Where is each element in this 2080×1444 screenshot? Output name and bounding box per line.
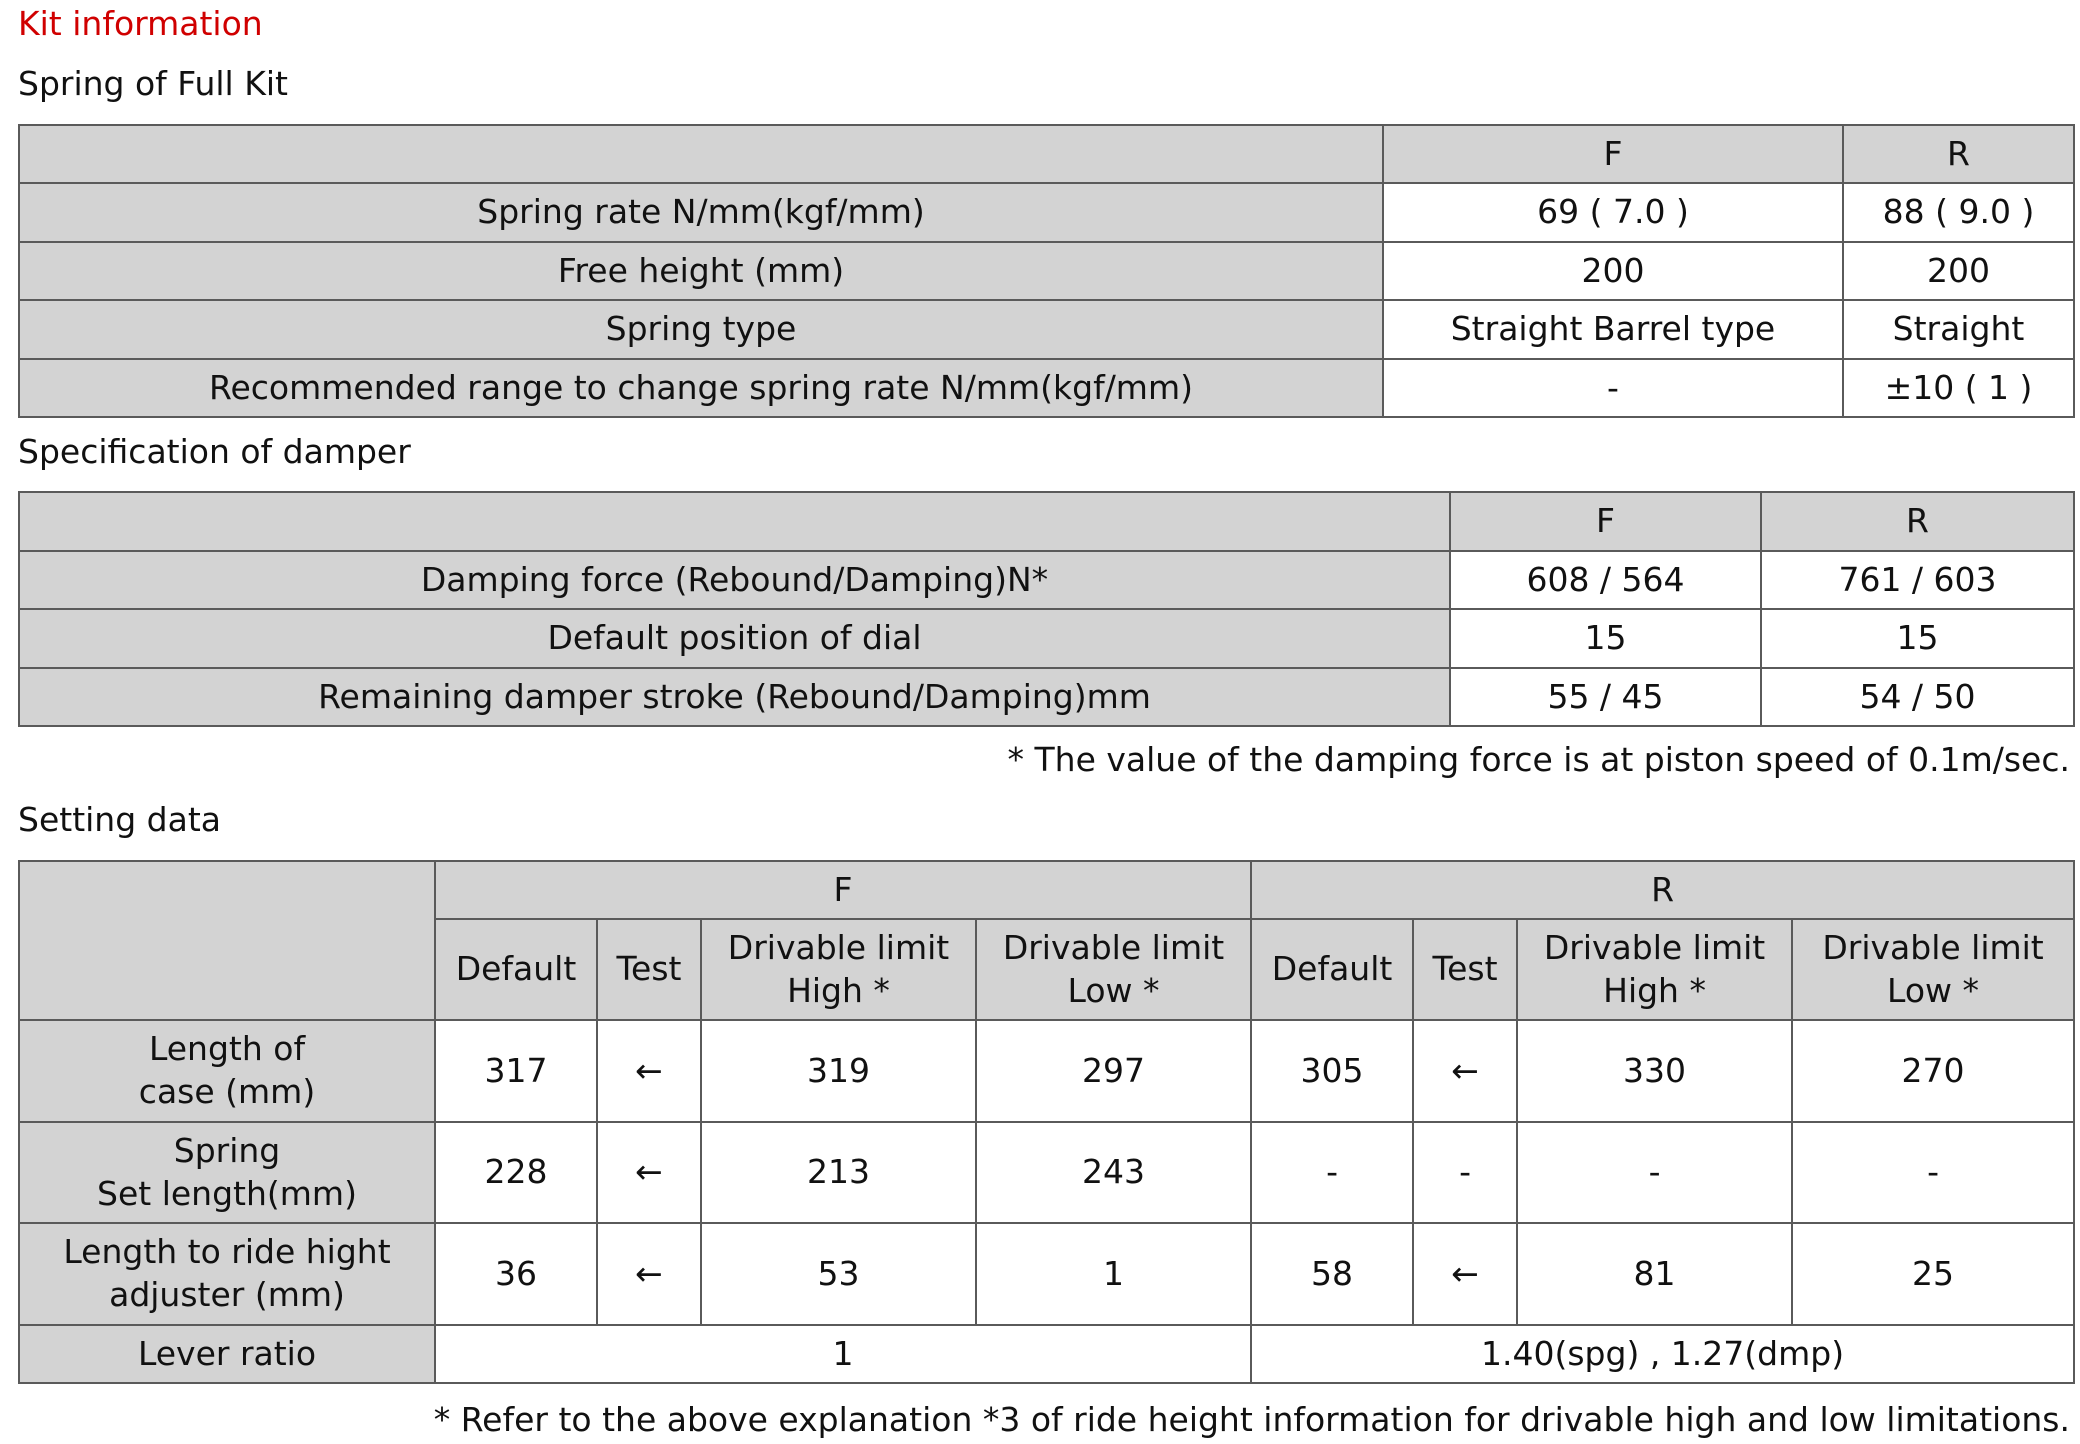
value-cell: 243 xyxy=(976,1122,1251,1223)
value-cell: 58 xyxy=(1251,1223,1413,1325)
row-label: Default position of dial xyxy=(19,609,1450,668)
value-cell: - xyxy=(1413,1122,1517,1223)
lever-ratio-row xyxy=(19,1325,2074,1383)
value-r: 200 xyxy=(1843,242,2074,300)
subheader-limit-low: Drivable limit Low * xyxy=(976,919,1251,1020)
setting-section-title: Setting data xyxy=(18,800,221,839)
value-cell: ← xyxy=(1413,1020,1517,1122)
value-r: 15 xyxy=(1761,609,2074,668)
setting-group-f: F xyxy=(435,861,1251,919)
value-f: 15 xyxy=(1450,609,1761,668)
value-cell: ← xyxy=(597,1223,701,1325)
table-row xyxy=(19,359,2074,417)
setting-table xyxy=(18,860,2075,1384)
spring-header-f: F xyxy=(1383,125,1843,183)
value-cell: - xyxy=(1251,1122,1413,1223)
row-label: Remaining damper stroke (Rebound/Damping)mm xyxy=(19,668,1450,726)
damper-header-r: R xyxy=(1761,492,2074,551)
value-f: 55 / 45 xyxy=(1450,668,1761,726)
kit-information-title: Kit information xyxy=(18,4,263,43)
table-row xyxy=(19,242,2074,300)
damper-header-f: F xyxy=(1450,492,1761,551)
damper-section-title: Specification of damper xyxy=(18,432,411,471)
value-f: Straight Barrel type xyxy=(1383,300,1843,359)
value-cell: 25 xyxy=(1792,1223,2074,1325)
setting-footnote: * Refer to the above explanation *3 of ride height information for drivable high and low limitations. xyxy=(433,1400,2070,1439)
lever-ratio-label: Lever ratio xyxy=(19,1325,435,1383)
damper-header-row xyxy=(19,492,2074,551)
subheader-default: Default xyxy=(435,919,597,1020)
subheader-default: Default xyxy=(1251,919,1413,1020)
value-cell: 228 xyxy=(435,1122,597,1223)
subheader-test: Test xyxy=(1413,919,1517,1020)
damper-header-empty xyxy=(19,492,1450,551)
row-label: Free height (mm) xyxy=(19,242,1383,300)
table-row xyxy=(19,609,2074,668)
value-cell: 305 xyxy=(1251,1020,1413,1122)
subheader-limit-high: Drivable limit High * xyxy=(701,919,976,1020)
value-r: 761 / 603 xyxy=(1761,551,2074,609)
value-f: 69 ( 7.0 ) xyxy=(1383,183,1843,242)
value-cell: 270 xyxy=(1792,1020,2074,1122)
spring-header-row xyxy=(19,125,2074,183)
setting-group-r: R xyxy=(1251,861,2074,919)
subheader-limit-low: Drivable limit Low * xyxy=(1792,919,2074,1020)
table-row xyxy=(19,300,2074,359)
value-cell: - xyxy=(1517,1122,1792,1223)
damper-table xyxy=(18,491,2075,727)
subheader-test: Test xyxy=(597,919,701,1020)
lever-ratio-r: 1.40(spg) , 1.27(dmp) xyxy=(1251,1325,2074,1383)
value-cell: ← xyxy=(597,1020,701,1122)
table-row xyxy=(19,1020,2074,1122)
setting-group-header-row xyxy=(19,861,2074,919)
value-cell: 81 xyxy=(1517,1223,1792,1325)
value-cell: 36 xyxy=(435,1223,597,1325)
table-row xyxy=(19,1223,2074,1325)
spring-header-r: R xyxy=(1843,125,2074,183)
table-row xyxy=(19,668,2074,726)
row-label: Damping force (Rebound/Damping)N* xyxy=(19,551,1450,609)
value-r: Straight xyxy=(1843,300,2074,359)
value-cell: ← xyxy=(597,1122,701,1223)
row-label: Length to ride hight adjuster (mm) xyxy=(19,1223,435,1325)
table-row xyxy=(19,551,2074,609)
value-r: 54 / 50 xyxy=(1761,668,2074,726)
value-cell: 53 xyxy=(701,1223,976,1325)
value-cell: 319 xyxy=(701,1020,976,1122)
value-cell: 330 xyxy=(1517,1020,1792,1122)
value-f: 200 xyxy=(1383,242,1843,300)
damper-footnote: * The value of the damping force is at piston speed of 0.1m/sec. xyxy=(1007,740,2070,779)
spring-header-empty xyxy=(19,125,1383,183)
value-cell: - xyxy=(1792,1122,2074,1223)
table-row xyxy=(19,1122,2074,1223)
table-row xyxy=(19,183,2074,242)
setting-header-empty xyxy=(19,861,435,1020)
value-cell: 1 xyxy=(976,1223,1251,1325)
lever-ratio-f: 1 xyxy=(435,1325,1251,1383)
subheader-limit-high: Drivable limit High * xyxy=(1517,919,1792,1020)
spring-section-title: Spring of Full Kit xyxy=(18,64,288,103)
value-cell: ← xyxy=(1413,1223,1517,1325)
value-f: - xyxy=(1383,359,1843,417)
spring-table xyxy=(18,124,2075,418)
row-label: Spring type xyxy=(19,300,1383,359)
value-f: 608 / 564 xyxy=(1450,551,1761,609)
value-r: ±10 ( 1 ) xyxy=(1843,359,2074,417)
value-cell: 297 xyxy=(976,1020,1251,1122)
row-label: Recommended range to change spring rate N/mm(kgf/mm) xyxy=(19,359,1383,417)
value-cell: 213 xyxy=(701,1122,976,1223)
row-label: Spring rate N/mm(kgf/mm) xyxy=(19,183,1383,242)
value-cell: 317 xyxy=(435,1020,597,1122)
value-r: 88 ( 9.0 ) xyxy=(1843,183,2074,242)
row-label: Spring Set length(mm) xyxy=(19,1122,435,1223)
row-label: Length of case (mm) xyxy=(19,1020,435,1122)
